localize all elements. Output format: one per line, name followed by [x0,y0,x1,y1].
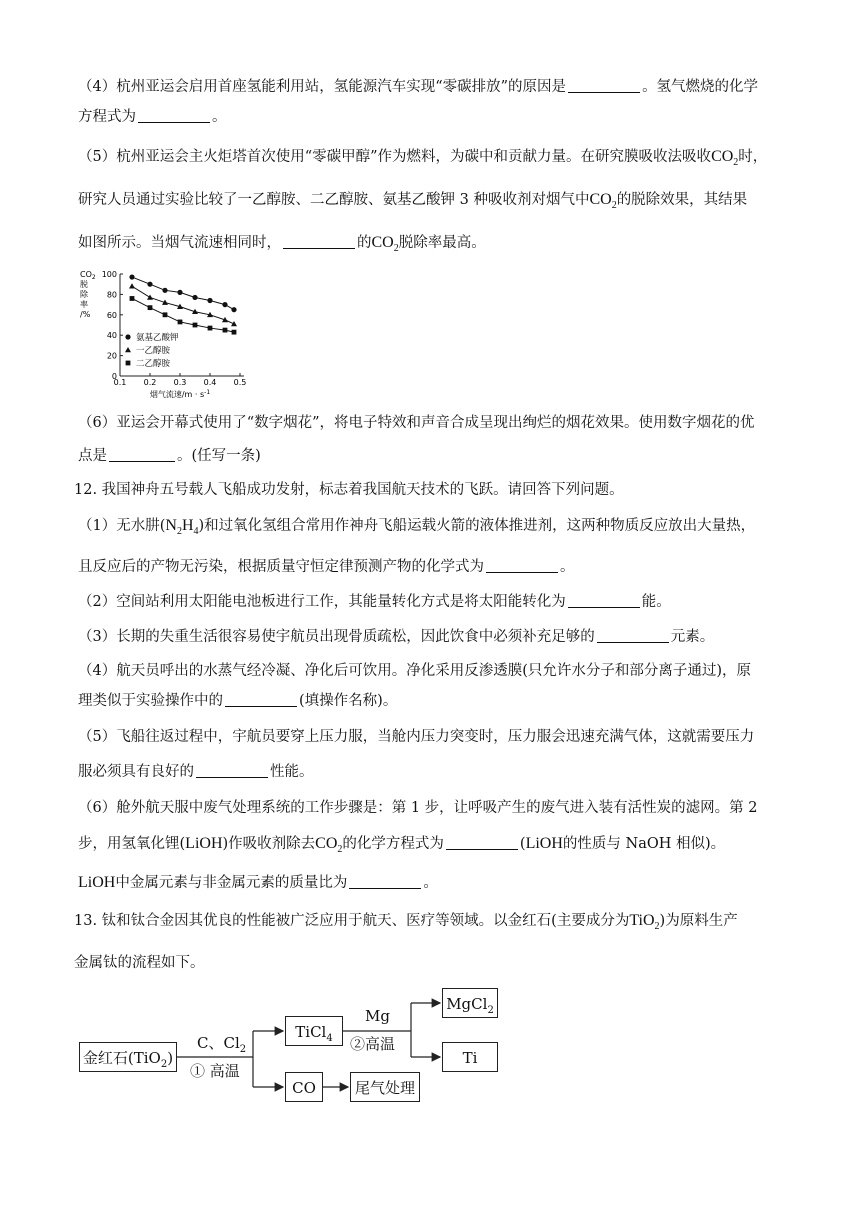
x-tick-label: 0.2 [143,378,157,387]
q11-part6-line1: （6）亚运会开幕式使用了“数字烟花”，将电子特效和声音合成呈现出绚烂的烟花效果。使用数字烟花的优 [78,415,755,431]
q11-part5-line3: 如图所示。当烟气流速相同时， 的$CO_2$脱除率最高。 [78,234,486,255]
flow-box-tail-gas: 尾气处理 [350,1072,420,1102]
formula-tio2: TiO$_2$ [629,912,660,933]
y-tick-label: 40 [106,331,117,341]
x-tick-label: 0.5 [233,378,247,387]
y-tick-label: 80 [106,290,117,300]
q12-part5-line1: （5）飞船往返过程中，宇航员要穿上压力服，当舱内压力突变时，压力服会迅速充满气体，这就需要压力 [78,729,755,745]
q12-part6-line3: LiOH中金属元素与非金属元素的质量比为 。 [78,874,438,891]
flow-box-co: CO [285,1072,323,1102]
flow-box-ticl4: TiCl$_4$ [285,1016,343,1046]
formula-n2h4: $N_2H_4$ [165,517,199,538]
y-axis-label: 脱 [80,280,88,289]
formula-lioh: LiOH [78,874,116,891]
formula-lioh: LiOH [185,835,223,852]
q12-part3: （3）长期的失重生活很容易使宇航员出现骨质疏松，因此饮食中必须补充足够的 元素。 [78,629,715,645]
q12-part2: （2）空间站利用太阳能电池板进行工作，其能量转化方式是将太阳能转化为 能。 [78,594,671,610]
y-tick-label: 20 [106,351,117,361]
q12-part6-line2: 步，用氢氧化锂(LiOH)作吸收剂除去$CO_2$的化学方程式为 (LiOH的性质与 NaOH 相似)。 [78,835,726,856]
q11-part5-line2: 研究人员通过实验比较了一乙醇胺、二乙醇胺、氨基乙酸钾 3 种吸收剂对烟气中$CO_2$的脱除效果，其结果 [78,191,748,212]
q12-part6-line1: （6）舱外航天服中废气处理系统的工作步骤是：第 1 步，让呼吸产生的废气进入装有活性炭的滤网。第 2 [78,800,758,816]
q12-part1-line1: （1）无水肼$(N_2H_4)$和过氧化氢组合常用作神舟飞船运载火箭的液体推进剂，这两种物质反应放出大量热， [78,517,756,538]
y-axis-label: $CO_2$ [80,270,96,281]
flow-condition-1: ① 高温 [190,1062,240,1080]
legend-label: 二乙醇胺 [136,359,171,369]
y-tick-label: 0 [111,372,117,381]
flow-box-ti: Ti [442,1042,498,1072]
formula-co2: $CO_2$ [711,148,739,169]
q12-part4-line1: （4）航天员呼出的水蒸气经冷凝、净化后可饮用。净化采用反渗透膜(只允许水分子和部分离子通过)，原 [78,663,752,679]
y-axis-label: 除 [80,290,88,299]
flow-condition-2: ②高温 [350,1035,396,1053]
formula-lioh: LiOH [525,835,563,852]
flow-box-mgcl2: MgCl$_2$ [442,988,498,1018]
y-tick-label: 60 [106,310,117,320]
q12-part4-line2: 理类似于实验操作中的 (填操作名称)。 [78,693,398,709]
formula-co2: $CO_2$ [315,835,343,856]
flow-box-rutile: 金红石(TiO$_2$) [79,1042,177,1072]
formula-co2: $CO_2$ [589,191,617,212]
q11-part4-line2: 方程式为 。 [78,109,227,125]
x-tick-label: 0.1 [113,378,127,387]
formula-co2: $CO_2$ [371,234,399,255]
q13-title-line1: 13. 钛和钛合金因其优良的性能被广泛应用于航天、医疗等领域。以金红石(主要成分为TiO$_2$)为原料生产 [74,912,738,933]
legend-label: 氨基乙酸钾 [136,333,179,343]
legend-label: 一乙醇胺 [136,346,171,356]
flow-reagent-mg: Mg [365,1007,390,1025]
q13-title-line2: 金属钛的流程如下。 [74,955,205,971]
x-axis-label: 烟气流速$/m \cdot s^{-1}$ [149,389,211,399]
y-axis-label: 率 [80,300,88,309]
q12-part5-line2: 服必须具有良好的 性能。 [78,764,314,780]
q12-part1-line2: 且反应后的产物无污染，根据质量守恒定律预测产物的化学式为 。 [78,559,575,575]
q11-part5-line1: （5）杭州亚运会主火炬塔首次使用“零碳甲醇”作为燃料，为碳中和贡献力量。在研究膜吸收法吸收$CO_2$时， [78,148,768,169]
q12-title: 12. 我国神舟五号载人飞船成功发射，标志着我国航天技术的飞跃。请回答下列问题。 [74,482,624,498]
y-tick-label: 100 [101,270,117,279]
x-tick-label: 0.3 [173,378,187,387]
flow-reagent-c-cl2: C、$Cl_2$ [197,1034,247,1055]
q11-part6-line2: 点是 。(任写一条) [78,448,261,464]
q11-part4-line1: （4）杭州亚运会启用首座氢能利用站，氢能源汽车实现“零碳排放”的原因是 。氢气燃烧的化学 [78,79,759,95]
y-axis-label: /% [80,310,91,319]
x-tick-label: 0.4 [203,378,217,387]
